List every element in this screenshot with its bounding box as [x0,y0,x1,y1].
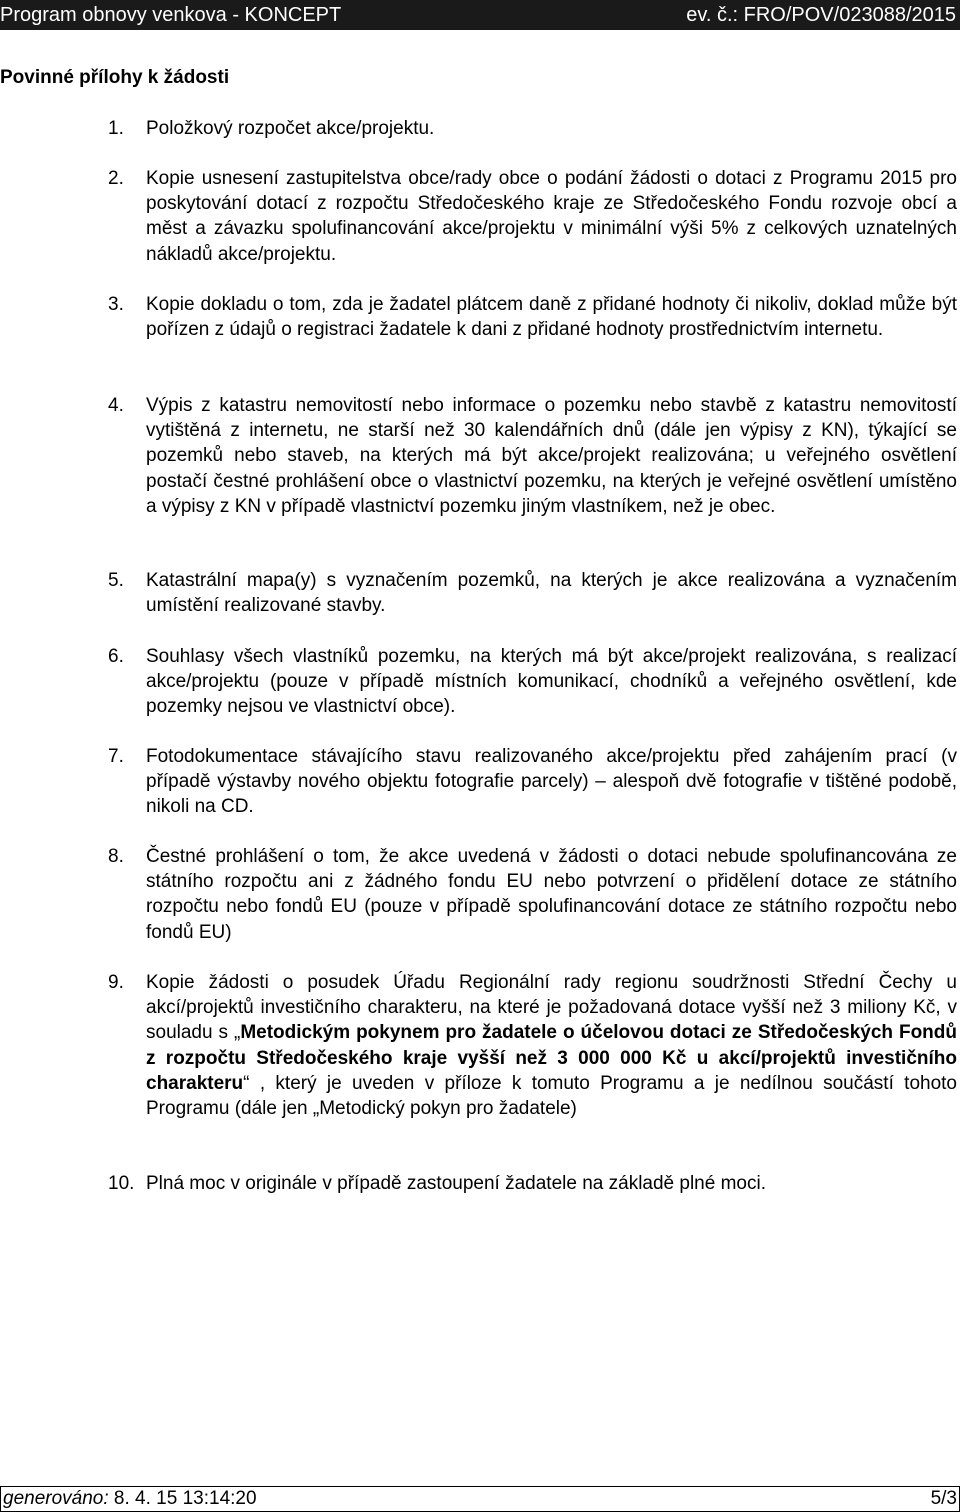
item-number: 1. [108,118,124,139]
item-number: 8. [108,846,124,867]
list-item [108,744,957,820]
item-text: Položkový rozpočet akce/projektu. [146,118,435,139]
item-number: 9. [108,972,124,993]
footer-generated [3,1487,257,1511]
item-text: Fotodokumentace stávajícího stavu realizovaného akce/projektu před zahájením prací (v případě výstavby nového objektu fotografie parcely) – alespoň dvě fotografie v tištěné podobě, nikoli na CD. [146,746,957,818]
list-item [108,970,957,1121]
footer [0,1486,960,1512]
item-text-after: “ , který je uveden v příloze k tomuto Programu a je nedílnou součástí tohoto Programu (dále jen „Metodický pokyn pro žadatele) [146,1072,957,1120]
item-text: Katastrální mapa(y) s vyznačením pozemků, na kterých je akce realizována a vyznačením umístění realizované stavby. [146,570,957,617]
item-number: 6. [108,646,124,667]
item-text: Kopie usnesení zastupitelstva obce/rady obce o podání žádosti o dotaci z Programu 2015 pro poskytování dotací z rozpočtu Středočeského kraje ze Středočeského Fondu rozvoje obcí a měst a závazku spolufinancování akce/projektu v minimální výši 5% z celkových uznatelných nákladů akce/projektu. [146,168,957,265]
footer-generated-label: generováno: [3,1488,109,1509]
list-item [108,644,957,720]
item-number: 3. [108,294,124,315]
list-item [108,116,957,141]
list-item [108,568,957,618]
item-text: Plná moc v originále v případě zastoupení žadatele na základě plné moci. [146,1173,766,1194]
program-title: Program obnovy venkova - KONCEPT [0,4,342,26]
list-item [108,1171,957,1196]
list-item [108,844,957,945]
section-title: Povinné přílohy k žádosti [0,67,230,88]
item-number: 10. [108,1173,135,1194]
item-text: Čestné prohlášení o tom, že akce uvedená v žádosti o dotaci nebude spolufinancována ze státního rozpočtu ani z žádného fondu EU nebo potvrzení o přidělení dotace ze státního rozpočtu nebo fondů EU (pouze v případě spolufinancování dotace ze státního rozpočtu nebo fondů EU) [146,846,957,943]
item-text-before: Kopie žádosti o posudek Úřadu Regionální rady regionu soudržnosti Střední Čechy u akcí/projektů investičního charakteru, na které je požadovaná dotace vyšší než 3 miliony Kč, v souladu s „ [146,972,957,1044]
registration-number: ev. č.: FRO/POV/023088/2015 [686,4,956,26]
item-text: Kopie dokladu o tom, zda je žadatel plátcem daně z přidané hodnoty či nikoliv, doklad může být pořízen z údajů o registraci žadatele k dani z přidané hodnoty prostřednictvím internetu. [146,294,957,341]
footer-generated-date: 8. 4. 15 13:14:20 [108,1488,257,1509]
item-number: 2. [108,168,124,189]
item-number: 5. [108,570,124,591]
footer-page-number: 5/3 [930,1488,957,1509]
page-header [0,0,960,30]
item-number: 4. [108,395,124,416]
list-item [108,393,957,519]
item-text: Výpis z katastru nemovitostí nebo informace o pozemku nebo stavbě z katastru nemovitostí vytištěná z internetu, ne starší než 30 kalendářních dnů (dále jen výpisy z KN), týkající se pozemků nebo staveb, na kterých má být akce/projekt realizována; u veřejného osvětlení postačí čestné prohlášení obce o vlastnictví pozemku, na kterých je veřejné osvětlení umístěno a výpisy z KN v případě vlastnictví pozemku jiným vlastníkem, než je obec. [146,395,957,517]
item-text-bold: Metodickým pokynem pro žadatele o účelovou dotaci ze Středočeských Fondů z rozpočtu Středočeského kraje vyšší než 3 000 000 Kč u akcí/projektů investičního charakteru [146,1022,957,1094]
list-item [108,166,957,267]
list-item [108,292,957,342]
item-number: 7. [108,746,124,767]
item-text: Souhlasy všech vlastníků pozemku, na kterých má být akce/projekt realizována, s realizací akce/projektu (pouze v případě místních komunikací, chodníků a veřejného osvětlení, kde pozemky nejsou ve vlastnictví obce). [146,646,957,718]
